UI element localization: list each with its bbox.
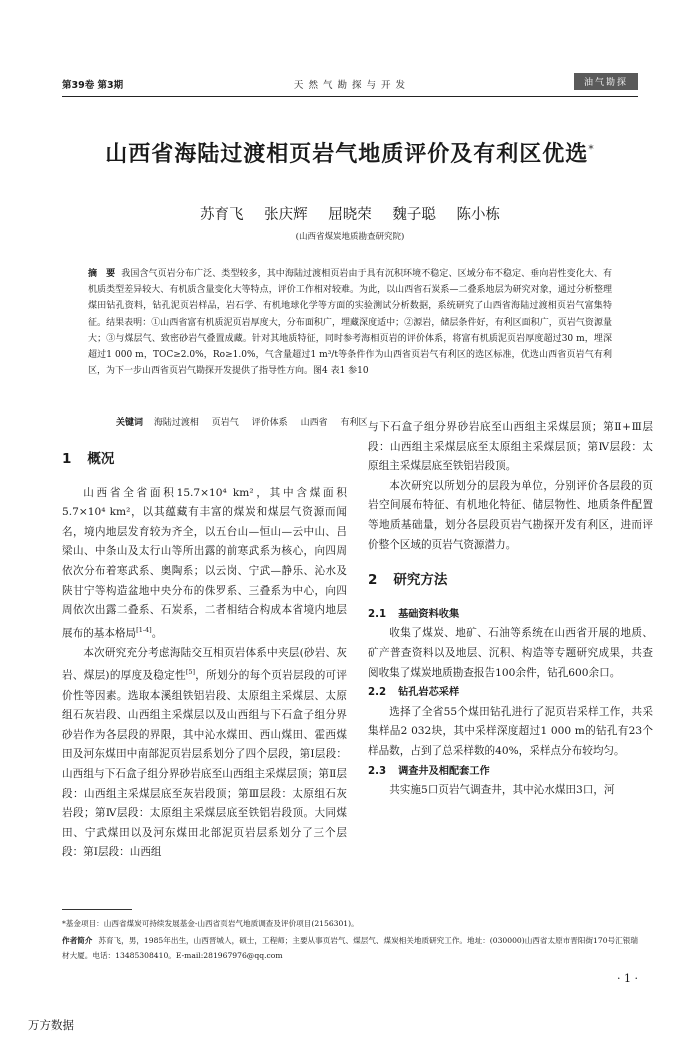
right-column	[368, 418, 653, 801]
subsection-heading: 2.2 钻孔岩芯采样	[368, 687, 460, 699]
fund-footnote: *基金项目：山西省煤炭可持续发展基金-山西省页岩气地质调查及评价项目(2156301)。	[62, 919, 359, 928]
section-title: 概况	[87, 451, 115, 467]
abstract-text: 我国含气页岩分布广泛、类型较多，其中海陆过渡相页岩由于具有沉积环境不稳定、区域分布不稳定、垂向岩性变化大、有机质类型差异较大、有机质含量变化大等特点，评价工作相对较难。为此，以山西省石炭系—二叠系地层为研究对象，通过分析整理煤田钻孔资料，钻孔泥页岩样品，岩石学、有机地球化学等方面的实验测试分析数据，系统研究了山西省海陆过渡相页岩气富集特征。结果表明：①山西省富有机质泥页岩厚度大，分布面积广，埋藏深度适中；②源岩，储层条件好，有利区面积广，页岩气资源量大；③与煤层气、致密砂岩气叠置成藏。针对其地质特征，同时参考海相页岩的评价体系，将富有机质泥页岩厚度超过30 m，埋深超过1 000 m，TOC≥2.0%，Ro≥1.0%，气含量超过1 m³/t等条件作为山西省页岩气有利区的选区标准，优选山西省页岩气有利区，为下一步山西省页岩气勘探开发提供了指导性方向。图4 表1 参10	[88, 269, 612, 377]
abstract-label: 摘 要	[88, 269, 116, 279]
keyword: 山西省	[300, 418, 328, 428]
footnote-rule	[62, 909, 132, 910]
running-header	[62, 76, 638, 92]
citation: [1-4]	[136, 625, 152, 634]
paragraph: 山西省全省面积15.7×10⁴ km²，其中含煤面积5.7×10⁴ km²，以其蕴藏有丰富的煤炭和煤层气资源而闻名，境内地层发育较为齐全，以五台山—恒山—云中山、吕梁山、中条山及太行山等所出露的前寒武系为核心，向四周依次分布着寒武系、奥陶系；以云岗、宁武—静乐、沁水及陕甘宁等构造盆地中央分布的侏罗系、三叠系为中心，向四周依次出露二叠系、石炭系，二者相结合构成本省境内地层展布的基本格局[1-4]。	[62, 486, 347, 640]
subsection-heading: 2.3 调查井及相配套工作	[368, 765, 490, 777]
abstract	[88, 266, 612, 379]
author-list	[0, 203, 700, 224]
keyword: 海陆过渡相	[153, 418, 199, 428]
section-heading	[368, 571, 653, 591]
paper-title-text: 山西省海陆过渡相页岩气地质评价及有利区优选	[105, 142, 589, 167]
author-footnote-text: 苏育飞，男，1985年出生，山西晋城人，硕士，工程师；主要从事页岩气、煤层气、煤炭相关地质研究工作。地址：(030000)山西省太原市晋阳街170号汇银瑞材大厦。电话：13485308410。E-mail:281967976@qq.com	[62, 936, 638, 960]
watermark-brand: 万方数据	[28, 1018, 74, 1032]
paragraph: 选择了全省55个煤田钻孔进行了泥页岩采样工作，共采集样品2 032块，其中采样深度超过1 000 m的钻孔有23个样品数，占到了总采样数的40%，采样点分布较均匀。	[368, 705, 653, 757]
section-heading	[62, 450, 347, 470]
section-number: 2	[368, 572, 378, 589]
header-rule	[62, 96, 638, 97]
paragraph: 本次研究充分考虑海陆交互相页岩体系中夹层(砂岩、灰岩、煤层)的厚度及稳定性[5]，所划分的每个页岩层段的可评价性等因素。选取本溪组铁铝岩段、太原组主采煤层、太原组石灰岩段、山西组主采煤层以及山西组与下石盒子组分界砂岩作为各层段的界限，其中沁水煤田、西山煤田、霍西煤田及河东煤田中南部泥页岩层系划分了四个层段，第Ⅰ层段：山西组与下石盒子组分界砂岩底至山西组主采煤层顶；第Ⅱ层段：山西组主采煤层底至灰岩段顶；第Ⅲ层段：太原组石灰岩段；第Ⅳ层段：太原组主采煤层底至铁铝岩段顶。大同煤田、宁武煤田以及河东煤田北部泥页岩层系划分了三个层段：第Ⅰ层段：山西组	[62, 646, 348, 859]
paragraph-continued: 与下石盒子组分界砂岩底至山西组主采煤层顶；第Ⅱ+Ⅲ层段：山西组主采煤层底至太原组主采煤层顶；第Ⅳ层段：太原组主采煤层底至铁铝岩段顶。	[368, 421, 653, 473]
author: 屈晓荣	[328, 207, 372, 223]
volume-issue: 第39卷 第3期	[62, 80, 124, 91]
keywords-label: 关键词	[116, 418, 144, 428]
left-column	[62, 446, 347, 863]
affiliation: (山西省煤炭地质勘查研究院)	[295, 232, 405, 242]
section-number: 1	[62, 451, 72, 467]
title-footnote-mark: *	[588, 142, 595, 156]
author: 张庆辉	[264, 207, 308, 223]
author-footnote-label: 作者简介	[62, 936, 93, 945]
page-number: · 1 ·	[617, 972, 638, 985]
citation: [5]	[185, 668, 196, 677]
paragraph: 本次研究以所划分的层段为单位，分别评价各层段的页岩空间展布特征、有机地化特征、储层物性、地质条件配置等地质基础量，划分各层段页岩气勘探开发有利区，进而评价整个区域的页岩气资源潜力。	[368, 479, 653, 551]
section-tag: 油气勘探	[574, 73, 638, 90]
keyword: 页岩气	[211, 418, 239, 428]
paragraph: 共实施5口页岩气调查井，其中沁水煤田3口，河	[389, 784, 615, 797]
keyword: 有利区	[340, 418, 368, 428]
paper-title	[40, 137, 660, 168]
section-title: 研究方法	[393, 572, 448, 589]
author: 苏育飞	[200, 207, 244, 223]
author: 魏子聪	[392, 207, 436, 223]
subsection-heading: 2.1 基础资料收集	[368, 608, 460, 620]
author: 陈小栋	[456, 207, 500, 223]
paragraph: 收集了煤炭、地矿、石油等系统在山西省开展的地质、矿产普查资料以及地层、沉积、构造等专题研究成果，共查阅收集了煤炭地质勘查报告100余件，钻孔600余口。	[368, 627, 653, 679]
keyword: 评价体系	[251, 418, 288, 428]
journal-name: 天 然 气 勘 探 与 开 发	[293, 80, 407, 91]
author-footnote	[62, 933, 638, 963]
